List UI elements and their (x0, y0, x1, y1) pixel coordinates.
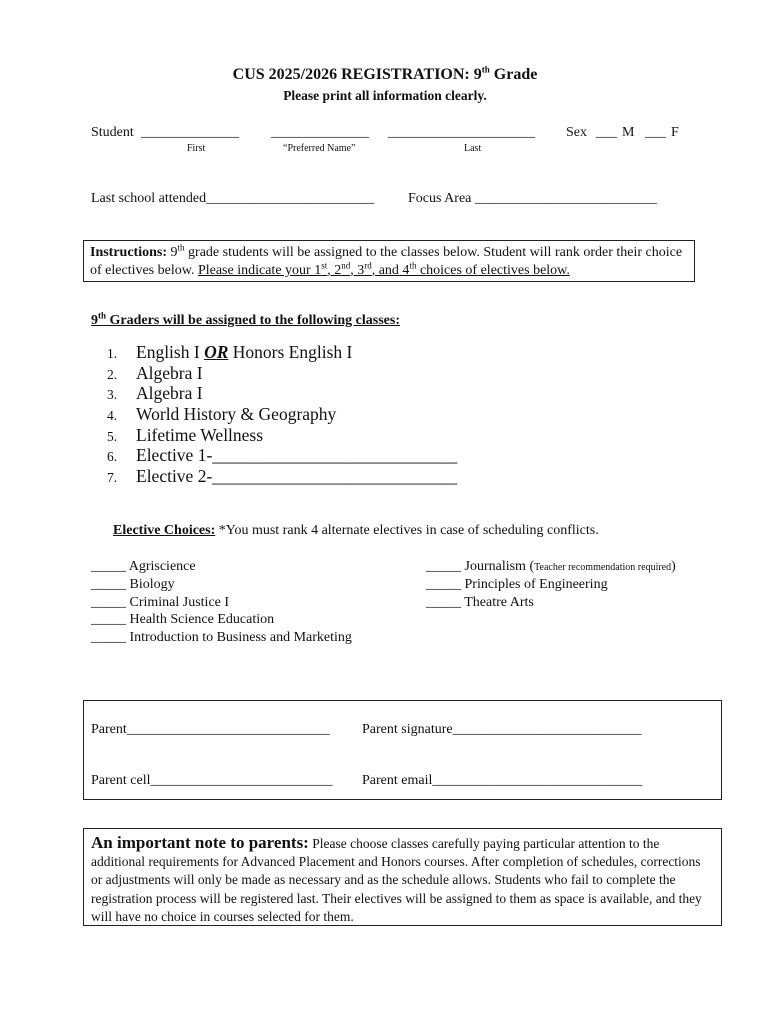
sex-m-blank[interactable]: ___ (596, 125, 617, 140)
elective-option[interactable]: _____ Principles of Engineering (426, 576, 608, 592)
elective-option[interactable]: _____ Theatre Arts (426, 594, 534, 610)
list-item: 2. Algebra I (107, 362, 203, 383)
sex-m-label: M (622, 125, 635, 140)
elective-option[interactable]: _____ Introduction to Business and Marketing (91, 630, 352, 646)
student-first-blank[interactable]: ______________ (141, 125, 239, 140)
instructions-box: Instructions: 9th grade students will be assigned to the classes below. Student will rank order their choice of electives below. Please indicate your 1st, 2nd, 3rd, and 4th choices of electives below. (83, 240, 695, 282)
page-subtitle: Please print all information clearly. (283, 88, 487, 103)
sex-f-blank[interactable]: ___ (645, 125, 666, 140)
last-caption: Last (464, 143, 482, 154)
elective-2-field[interactable]: 7. Elective 2-____________________________ (107, 466, 458, 487)
page-title: CUS 2025/2026 REGISTRATION: 9th Grade (232, 64, 538, 83)
assigned-classes-heading: 9th Graders will be assigned to the following classes: (91, 310, 401, 328)
elective-choices-heading: Elective Choices: *You must rank 4 alternate electives in case of scheduling conflicts. (113, 523, 599, 538)
student-preferred-blank[interactable]: ______________ (271, 125, 369, 140)
list-item: 3. Algebra I (107, 383, 203, 404)
elective-option[interactable]: _____ Journalism (Teacher recommendation required) (426, 559, 676, 574)
student-label: Student (91, 125, 134, 140)
list-item: 4. World History & Geography (107, 404, 337, 425)
elective-option[interactable]: _____ Agriscience (91, 559, 196, 574)
elective-list-right (426, 558, 676, 611)
elective-list-left (91, 558, 352, 647)
student-last-blank[interactable]: _____________________ (388, 125, 535, 140)
elective-1-field[interactable]: 6. Elective 1-____________________________ (107, 445, 458, 466)
elective-option[interactable]: _____ Biology (91, 576, 175, 592)
elective-option[interactable]: _____ Criminal Justice I (91, 594, 230, 610)
last-school-field[interactable]: Last school attended________________________ (91, 191, 375, 206)
first-caption: First (187, 143, 206, 154)
list-item: 1. English I OR Honors English I (107, 342, 353, 362)
parent-note-box: An important note to parents: Please choose classes carefully paying particular attention to the additional requirements for Advanced Placement and Honors courses. After completion of schedules, corrections or adjustments will only be made as necessary and as the schedule allows. Students who fail to complete the registration process will be registered last. Their electives will be assigned to them as space is available, and they will have no choice in courses selected for them. (83, 828, 722, 926)
preferred-caption: “Preferred Name” (283, 143, 356, 154)
parent-cell-field[interactable]: Parent cell__________________________ (91, 773, 333, 788)
assigned-classes-list (107, 342, 457, 487)
sex-f-label: F (671, 125, 679, 140)
list-item: 5. Lifetime Wellness (107, 424, 264, 445)
parent-signature-field[interactable]: Parent signature___________________________ (362, 722, 642, 737)
elective-option[interactable]: _____ Health Science Education (91, 612, 275, 628)
parent-name-field[interactable]: Parent_____________________________ (91, 722, 330, 737)
focus-area-field[interactable]: Focus Area __________________________ (408, 191, 657, 206)
parent-email-field[interactable]: Parent email______________________________ (362, 773, 643, 788)
sex-label: Sex (566, 125, 587, 140)
